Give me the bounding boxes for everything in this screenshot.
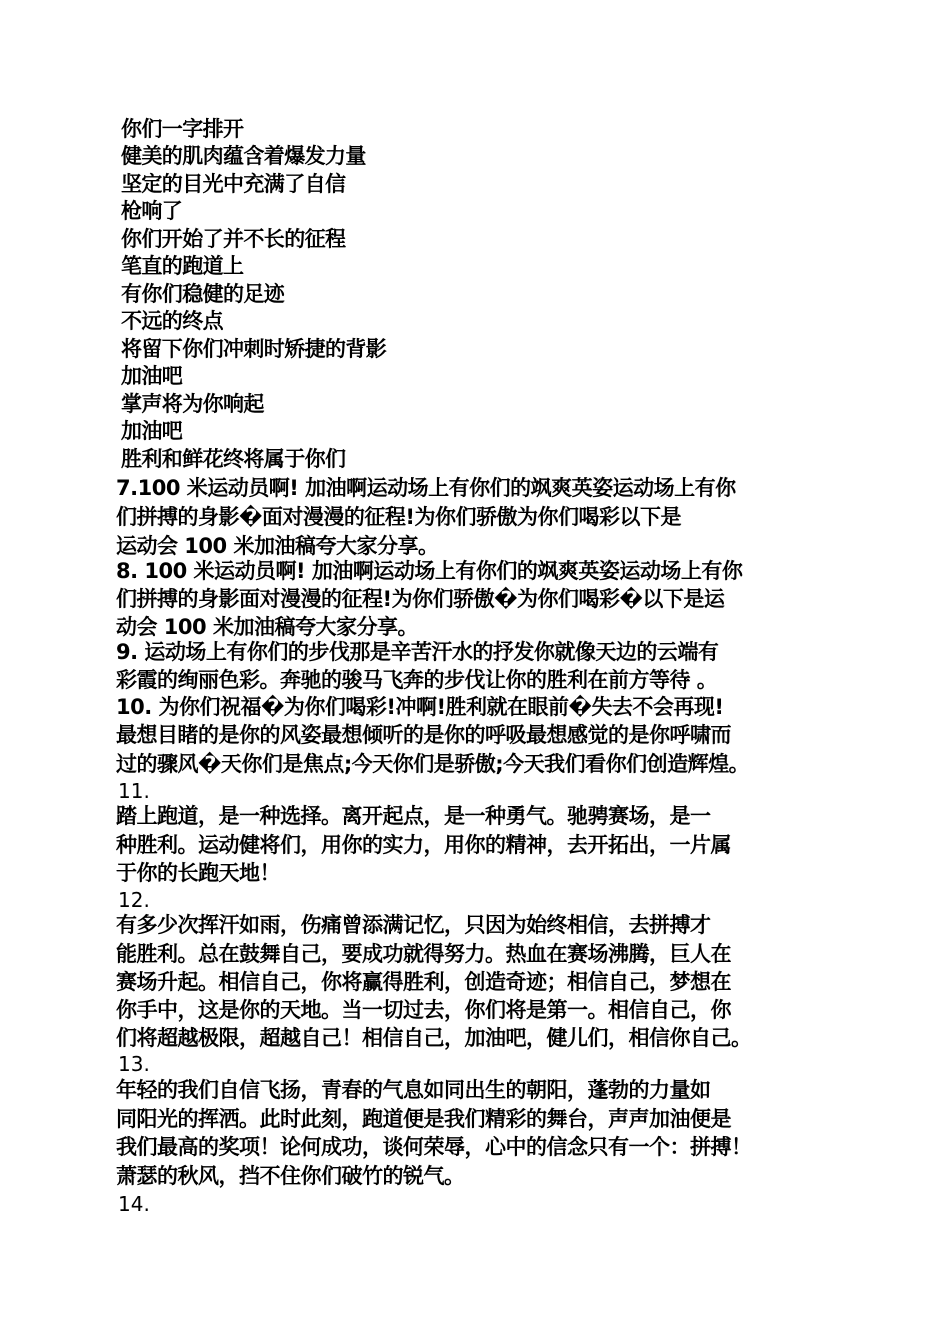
poem-line: 加油吧 xyxy=(121,364,183,388)
paragraph-line: 同阳光的挥洒。此时此刻，跑道便是我们精彩的舞台，声声加油便是 xyxy=(116,1107,731,1131)
paragraph-line: 有多少次挥汗如雨，伤痛曾添满记忆，只因为始终相信，去拼搏才 xyxy=(116,913,711,937)
poem-line: 加油吧 xyxy=(121,419,183,443)
paragraph-line: 能胜利。总在鼓舞自己，要成功就得努力。热血在赛场沸腾，巨人在 xyxy=(116,942,731,966)
poem-line: 胜利和鲜花终将属于你们 xyxy=(121,447,346,471)
poem-line: 有你们稳健的足迹 xyxy=(121,282,285,306)
paragraph-line: 萧瑟的秋风，挡不住你们破竹的锐气。 xyxy=(116,1164,465,1188)
poem-line: 健美的肌肉蕴含着爆发力量 xyxy=(121,144,366,168)
paragraph-line: 7.100 米运动员啊! 加油啊运动场上有你们的飒爽英姿运动场上有你 xyxy=(116,476,736,500)
item-number: 12. xyxy=(118,888,150,912)
paragraph-line: 们拼搏的身影�面对漫漫的征程!为你们骄傲为你们喝彩以下是 xyxy=(116,505,681,529)
paragraph-line: 动会 100 米加油稿夸大家分享。 xyxy=(116,615,418,639)
poem-line: 不远的终点 xyxy=(121,309,223,333)
poem-line: 将留下你们冲刺时矫捷的背影 xyxy=(121,337,387,361)
paragraph-line: 我们最高的奖项！论何成功，谈何荣辱，心中的信念只有一个：拼搏！ xyxy=(116,1135,752,1159)
poem-line: 坚定的目光中充满了自信 xyxy=(121,172,346,196)
paragraph-line: 赛场升起。相信自己，你将赢得胜利，创造奇迹；相信自己，梦想在 xyxy=(116,970,731,994)
poem-line: 枪响了 xyxy=(121,199,183,223)
paragraph-line: 10. 为你们祝福�为你们喝彩!冲啊!胜利就在眼前�失去不会再现! xyxy=(116,695,724,719)
item-number: 13. xyxy=(118,1052,150,1076)
poem-line: 掌声将为你响起 xyxy=(121,392,264,416)
paragraph-line: 年轻的我们自信飞扬，青春的气息如同出生的朝阳，蓬勃的力量如 xyxy=(116,1078,711,1102)
paragraph-line: 踏上跑道，是一种选择。离开起点，是一种勇气。驰骋赛场，是一 xyxy=(116,804,711,828)
paragraph-line: 过的骤风�天你们是焦点;今天你们是骄傲;今天我们看你们创造辉煌。 xyxy=(116,752,750,776)
paragraph-line: 8. 100 米运动员啊! 加油啊运动场上有你们的飒爽英姿运动场上有你 xyxy=(116,559,743,583)
paragraph-line: 最想目睹的是你的风姿最想倾听的是你的呼吸最想感觉的是你呼啸而 xyxy=(116,723,731,747)
paragraph-line: 们拼搏的身影面对漫漫的征程!为你们骄傲�为你们喝彩�以下是运 xyxy=(116,587,725,611)
paragraph-line: 于你的长跑天地！ xyxy=(116,861,280,885)
paragraph-line: 你手中，这是你的天地。当一切过去，你们将是第一。相信自己，你 xyxy=(116,998,731,1022)
paragraph-line: 9. 运动场上有你们的步伐那是辛苦汗水的抒发你就像天边的云端有 xyxy=(116,640,719,664)
paragraph-line: 彩霞的绚丽色彩。奔驰的骏马飞奔的步伐让你的胜利在前方等待 。 xyxy=(116,668,718,692)
item-number: 11. xyxy=(118,779,150,803)
paragraph-line: 种胜利。运动健将们，用你的实力，用你的精神，去开拓出，一片属 xyxy=(116,833,731,857)
paragraph-line: 运动会 100 米加油稿夸大家分享。 xyxy=(116,534,439,558)
poem-line: 你们一字排开 xyxy=(121,117,244,141)
item-number: 14. xyxy=(118,1192,150,1216)
paragraph-line: 们将超越极限，超越自己！相信自己，加油吧，健儿们，相信你自己。 xyxy=(116,1026,752,1050)
poem-line: 笔直的跑道上 xyxy=(121,254,244,278)
poem-line: 你们开始了并不长的征程 xyxy=(121,227,346,251)
